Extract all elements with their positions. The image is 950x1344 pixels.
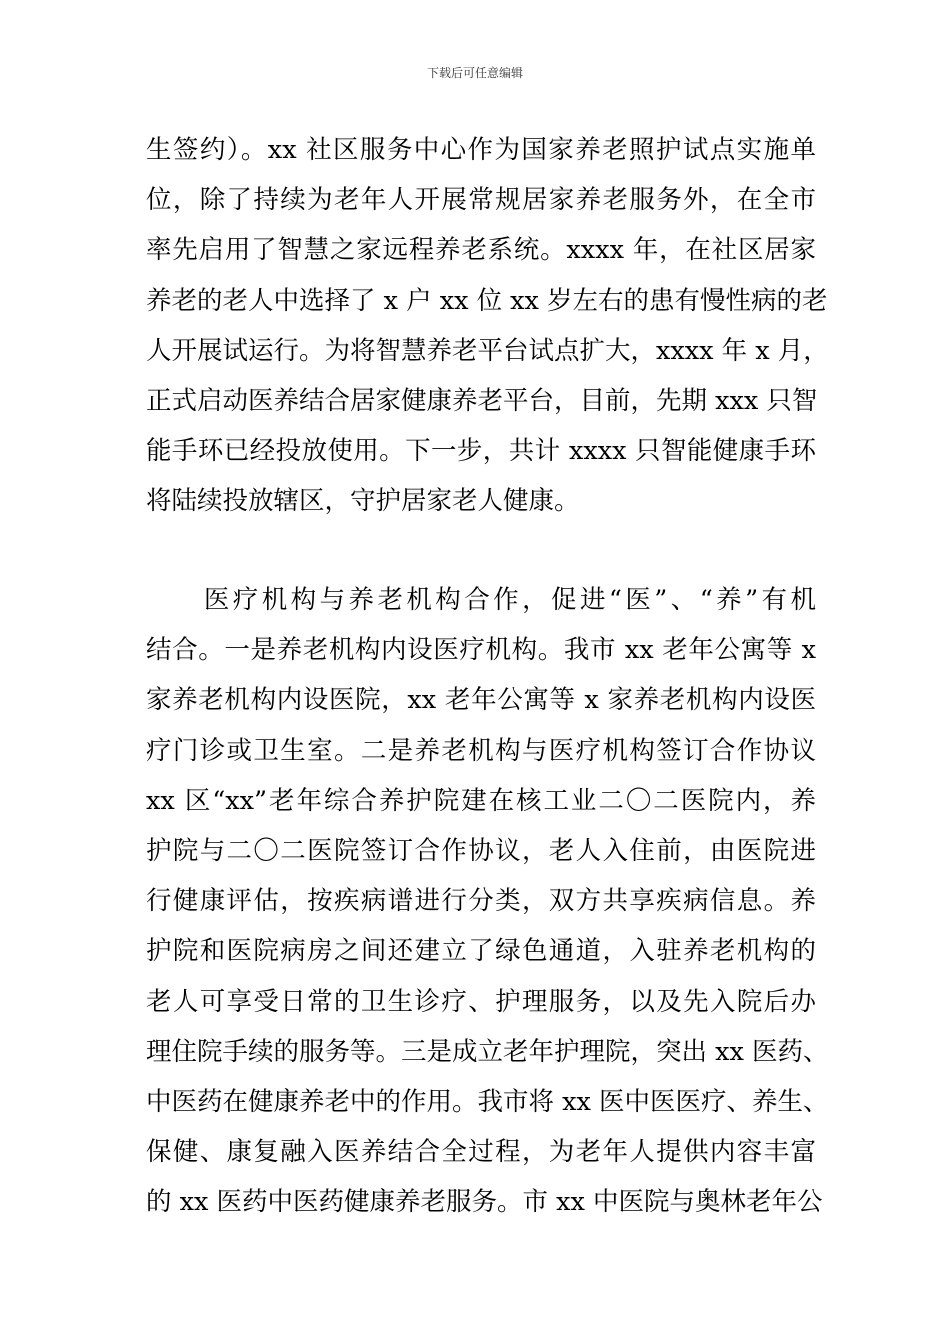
text-line: 生签约）。xx 社区服务中心作为国家养老照护试点实施单 [146,135,816,165]
text-line: 位，除了持续为老年人开展常规居家养老服务外，在全市 [146,185,816,216]
text-line: 护院与二〇二医院签订合作协议，老人入住前，由医院进 [146,835,816,866]
text-line: xx 区“xx”老年综合养护院建在核工业二〇二医院内，养 [146,785,816,816]
text-line: 率先启用了智慧之家远程养老系统。xxxx 年，在社区居家 [146,235,816,266]
text-line: 结合。一是养老机构内设医疗机构。我市 xx 老年公寓等 x [146,635,816,666]
text-line: 护院和医院病房之间还建立了绿色通道，入驻养老机构的 [146,936,816,967]
text-line: 医疗机构与养老机构合作，促进“医”、“养”有机 [146,585,816,615]
text-line: 能手环已经投放使用。下一步，共计 xxxx 只智能健康手环 [146,436,816,467]
text-line: 保健、康复融入医养结合全过程，为老年人提供内容丰富 [146,1137,816,1168]
paragraph-1 [146,125,829,527]
text-line: 将陆续投放辖区，守护居家老人健康。 [146,486,580,517]
text-line: 的 xx 医药中医药健康养老服务。市 xx 中医院与奥林老年公 [146,1187,823,1218]
paragraph-2 [146,575,829,1227]
text-line: 养老的老人中选择了 x 户 xx 位 xx 岁左右的患有慢性病的老 [146,285,828,316]
text-line: 家养老机构内设医院，xx 老年公寓等 x 家养老机构内设医 [146,685,816,716]
text-line: 中医药在健康养老中的作用。我市将 xx 医中医医疗、养生、 [146,1086,829,1117]
page-header: 下载后可任意编辑 [426,66,523,80]
text-line: 行健康评估，按疾病谱进行分类，双方共享疾病信息。养 [146,886,816,917]
text-line: 人开展试运行。为将智慧养老平台试点扩大，xxxx 年 x 月， [146,335,829,366]
text-line: 疗门诊或卫生室。二是养老机构与医疗机构签订合作协议 [146,735,816,766]
text-line: 理住院手续的服务等。三是成立老年护理院，突出 xx 医药、 [146,1036,829,1067]
text-line: 正式启动医养结合居家健康养老平台，目前，先期 xxx 只智 [146,385,818,416]
text-line: 老人可享受日常的卫生诊疗、护理服务，以及先入院后办 [146,986,816,1017]
